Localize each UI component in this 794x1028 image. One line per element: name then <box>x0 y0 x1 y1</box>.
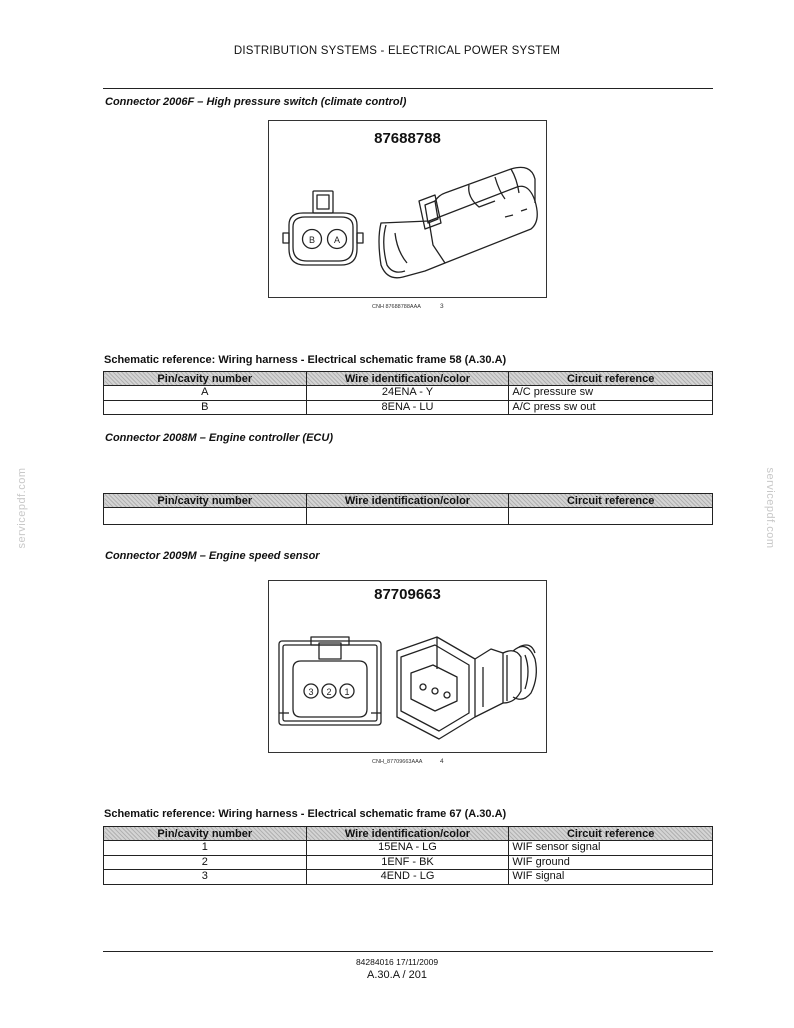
wire-cell <box>306 508 509 525</box>
pin-table-2009m <box>103 826 713 885</box>
pin-label-a: A <box>333 235 341 245</box>
footer-divider <box>103 951 713 952</box>
column-header-circuit: Circuit reference <box>509 372 713 386</box>
figure-caption-2009m: CNH_87709663AAA <box>372 759 423 765</box>
column-header-pin: Pin/cavity number <box>104 827 307 841</box>
circuit-cell: WIF sensor signal <box>509 841 713 856</box>
footer-doc-reference: 84284016 17/11/2009 <box>355 957 439 967</box>
figure-number-2006f: 3 <box>440 303 444 310</box>
connector-figure-2006f <box>268 120 547 298</box>
circuit-cell: A/C pressure sw <box>509 386 713 401</box>
schematic-reference-2006f: Schematic reference: Wiring harness - Electrical schematic frame 58 (A.30.A) <box>104 354 507 366</box>
pin-table-2008m <box>103 493 713 525</box>
pin-cell: B <box>104 400 307 415</box>
circuit-cell: A/C press sw out <box>509 400 713 415</box>
column-header-circuit: Circuit reference <box>509 494 713 508</box>
header-divider <box>103 88 713 89</box>
circuit-cell: WIF ground <box>509 855 713 870</box>
table-row <box>104 870 713 885</box>
column-header-pin: Pin/cavity number <box>104 372 307 386</box>
schematic-reference-2009m: Schematic reference: Wiring harness - Electrical schematic frame 67 (A.30.A) <box>104 808 507 820</box>
column-header-wire: Wire identification/color <box>306 827 509 841</box>
part-number-2006f: 87688788 <box>374 130 441 147</box>
figure-caption-2006f: CNH 87688788AAA <box>372 304 421 310</box>
pin-table-2006f <box>103 371 713 415</box>
wire-cell: 4END - LG <box>306 870 509 885</box>
section-title-2009m: Connector 2009M – Engine speed sensor <box>105 550 320 562</box>
connector-2006f-drawing <box>269 121 548 299</box>
watermark-left: servicepdf.com <box>16 467 28 549</box>
connector-figure-2009m <box>268 580 547 753</box>
pin-cell: 1 <box>104 841 307 856</box>
pin-label-1: 1 <box>344 687 350 697</box>
column-header-wire: Wire identification/color <box>306 494 509 508</box>
table-row <box>104 508 713 525</box>
watermark-right: servicepdf.com <box>764 467 776 549</box>
part-number-2009m: 87709663 <box>374 586 441 603</box>
pin-cell: 3 <box>104 870 307 885</box>
table-row <box>104 855 713 870</box>
footer-page-number: A.30.A / 201 <box>367 969 427 981</box>
pin-label-b: B <box>308 235 316 245</box>
page-header-title: DISTRIBUTION SYSTEMS - ELECTRICAL POWER SYSTEM <box>233 45 561 57</box>
section-title-2008m: Connector 2008M – Engine controller (ECU) <box>105 432 333 444</box>
column-header-pin: Pin/cavity number <box>104 494 307 508</box>
pin-cell <box>104 508 307 525</box>
circuit-cell <box>509 508 713 525</box>
wire-cell: 8ENA - LU <box>306 400 509 415</box>
figure-number-2009m: 4 <box>440 758 444 765</box>
wire-cell: 15ENA - LG <box>306 841 509 856</box>
table-header-row <box>104 494 713 508</box>
pin-label-2: 2 <box>326 687 332 697</box>
circuit-cell: WIF signal <box>509 870 713 885</box>
pin-cell: 2 <box>104 855 307 870</box>
table-row <box>104 386 713 401</box>
table-row <box>104 400 713 415</box>
pin-cell: A <box>104 386 307 401</box>
column-header-circuit: Circuit reference <box>509 827 713 841</box>
section-title-2006f: Connector 2006F – High pressure switch (climate control) <box>105 96 407 108</box>
column-header-wire: Wire identification/color <box>306 372 509 386</box>
wire-cell: 1ENF - BK <box>306 855 509 870</box>
table-header-row <box>104 372 713 386</box>
table-row <box>104 841 713 856</box>
pin-label-3: 3 <box>308 687 314 697</box>
wire-cell: 24ENA - Y <box>306 386 509 401</box>
connector-2009m-drawing <box>269 581 548 754</box>
table-header-row <box>104 827 713 841</box>
